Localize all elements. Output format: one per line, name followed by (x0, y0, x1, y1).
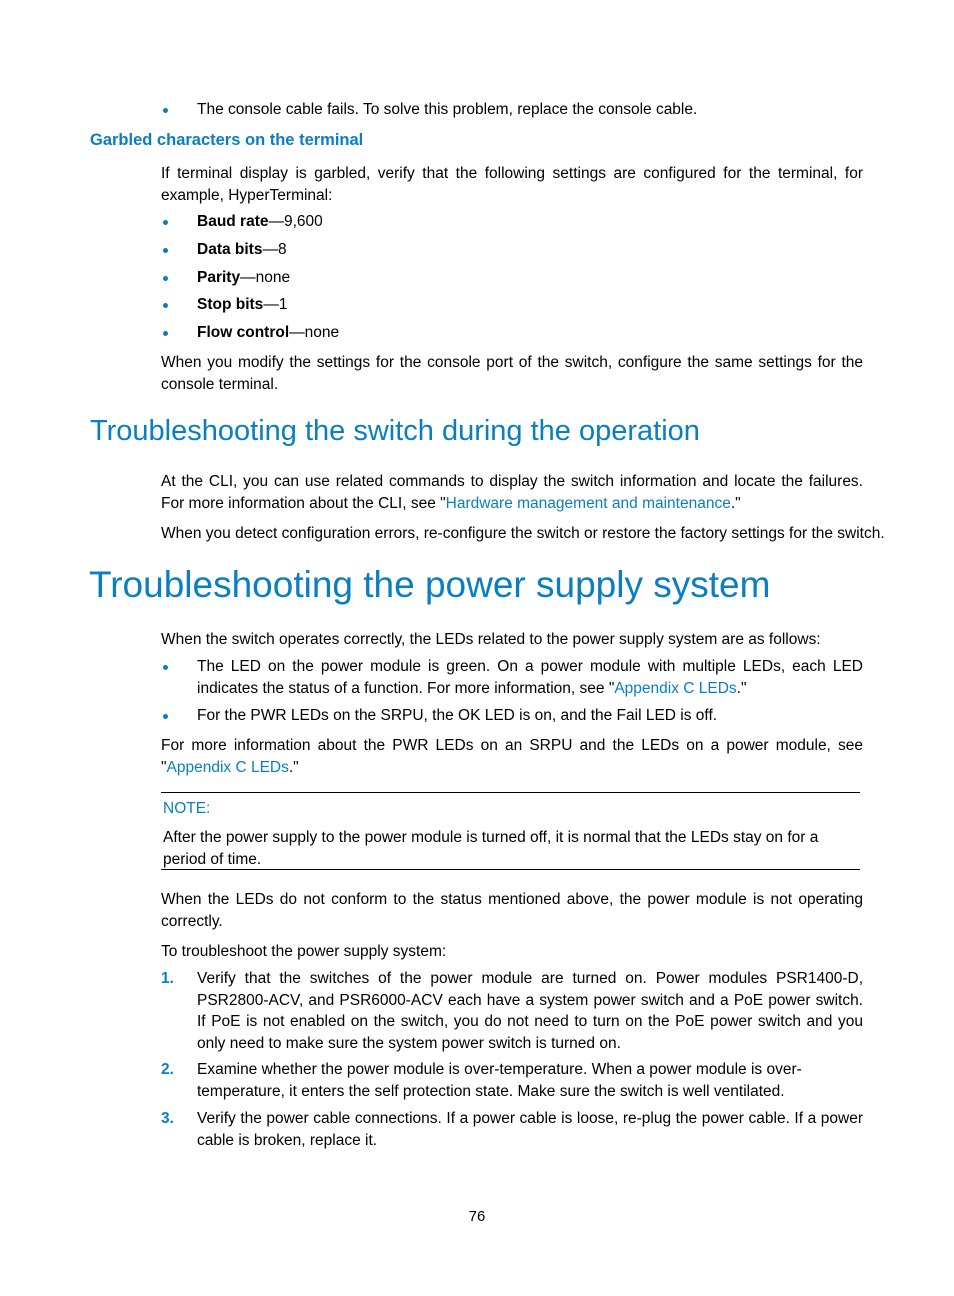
bullet-icon (163, 303, 168, 308)
list-item: Flow control—none (197, 324, 340, 341)
page-number: 76 (468, 1208, 486, 1225)
paragraph: When the switch operates correctly, the LEDs related to the power supply system are as follows: (161, 631, 821, 648)
paragraph: When you modify the settings for the console port of the switch, configure the same settings for the console terminal. (161, 354, 863, 393)
step-number: 1. (161, 970, 174, 987)
list-item: For the PWR LEDs on the SRPU, the OK LED is on, and the Fail LED is off. (197, 707, 718, 724)
note-divider (161, 869, 860, 870)
step-text: Examine whether the power module is over-temperature. When a power module is over-temperature, it enters the self protection state. Make sure the switch is well ventilated. (197, 1061, 802, 1100)
list-item: Baud rate—9,600 (197, 213, 323, 230)
section-heading: Troubleshooting the switch during the operation (90, 415, 700, 447)
section-heading: Garbled characters on the terminal (90, 131, 364, 149)
bullet-icon (163, 665, 168, 670)
paragraph: When the LEDs do not conform to the status mentioned above, the power module is not operating correctly. (161, 891, 863, 930)
page-title: Troubleshooting the power supply system (89, 564, 771, 605)
bullet-icon (163, 276, 168, 281)
step-number: 3. (161, 1110, 174, 1127)
link-hardware-management[interactable]: Hardware management and maintenance (445, 494, 731, 512)
paragraph: When you detect configuration errors, re-configure the switch or restore the factory settings for the switch. (161, 525, 885, 542)
paragraph: If terminal display is garbled, verify that the following settings are configured for the terminal, for example, HyperTerminal: (161, 165, 863, 204)
note-label: NOTE: (163, 800, 211, 817)
note-text: After the power supply to the power module is turned off, it is normal that the LEDs stay on for a period of time. (163, 829, 819, 868)
list-item: Parity—none (197, 269, 291, 286)
bullet-icon (163, 714, 168, 719)
list-item: Data bits—8 (197, 241, 287, 258)
link-appendix-c[interactable]: Appendix C LEDs (166, 758, 289, 776)
bullet-icon (163, 220, 168, 225)
list-item: The LED on the power module is green. On a power module with multiple LEDs, each LED indicates the status of a function. For more information, see "Appendix C LEDs." (197, 658, 863, 697)
step-text: Verify that the switches of the power module are turned on. Power modules PSR1400-D, PSR2800-ACV, and PSR6000-ACV each have a system power switch and a PoE power switch. If PoE is not enabled on the switch, you do not need to turn on the PoE power switch and you only need to make sure the system power switch is turned on. (197, 970, 863, 1052)
paragraph: At the CLI, you can use related commands to display the switch information and locate the failures. For more information about the CLI, see "Hardware management and maintenance." (161, 473, 863, 512)
paragraph: For more information about the PWR LEDs on an SRPU and the LEDs on a power module, see "Appendix C LEDs." (161, 737, 863, 776)
note-divider (161, 792, 860, 793)
bullet-icon (163, 108, 168, 113)
list-item: The console cable fails. To solve this problem, replace the console cable. (197, 101, 698, 118)
bullet-icon (163, 331, 168, 336)
step-number: 2. (161, 1061, 174, 1078)
step-text: Verify the power cable connections. If a power cable is loose, re-plug the power cable. If a power cable is broken, replace it. (197, 1110, 863, 1149)
list-item: Stop bits—1 (197, 296, 288, 313)
bullet-icon (163, 248, 168, 253)
paragraph: To troubleshoot the power supply system: (161, 943, 447, 960)
link-appendix-c[interactable]: Appendix C LEDs (614, 679, 737, 697)
